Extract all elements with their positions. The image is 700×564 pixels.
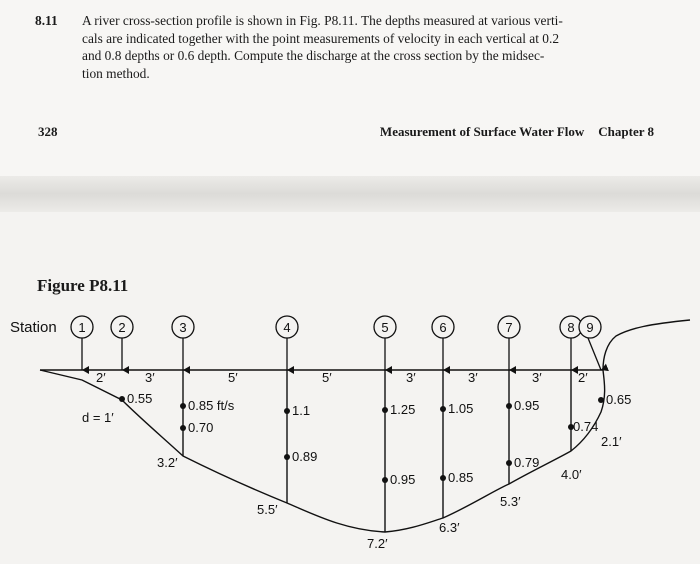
velocity-dot (180, 403, 186, 409)
station-arrow (588, 338, 601, 370)
station-marker (71, 316, 93, 370)
problem-line: A river cross-section profile is shown in Fig. P8.11. The depths measured at various verti- (82, 13, 563, 28)
running-head (380, 124, 654, 140)
station-number: 3 (179, 320, 187, 335)
velocity-label: 1.25 (390, 402, 416, 417)
velocity-label: 0.74 (573, 419, 599, 434)
velocity-label: 1.1 (292, 403, 311, 418)
station-number: 8 (567, 320, 575, 335)
page-number: 328 (38, 124, 58, 139)
velocity-label: 1.05 (448, 401, 474, 416)
chapter-label: Chapter 8 (598, 124, 654, 139)
velocity-label: 0.95 (390, 472, 416, 487)
velocity-dot (119, 396, 125, 402)
station-number: 7 (505, 320, 513, 335)
velocity-label: 0.65 (606, 392, 632, 407)
problem-number: 8.11 (35, 13, 58, 28)
velocity-dot (440, 475, 446, 481)
velocity-dot (382, 477, 388, 483)
spacing-label: 2′ (96, 370, 106, 385)
depth-labels (82, 410, 622, 551)
figure-title: Figure P8.11 (37, 276, 129, 295)
spacing-labels (96, 370, 588, 385)
river-cross-section-figure (0, 300, 700, 564)
velocity-dot (506, 460, 512, 466)
velocity-label: 0.70 (188, 420, 214, 435)
velocity-label: 0.79 (514, 455, 540, 470)
velocity-label: 0.89 (292, 449, 318, 464)
spacing-label: 3′ (406, 370, 416, 385)
spacing-label: 5′ (228, 370, 238, 385)
station-marker (432, 316, 454, 370)
depth-label: 3.2′ (157, 455, 178, 470)
velocity-dot (598, 397, 604, 403)
velocity-dot (506, 403, 512, 409)
problem-text (82, 12, 635, 82)
velocity-label: 0.55 (127, 391, 153, 406)
spacing-label: 3′ (532, 370, 542, 385)
spacing-label: 2′ (578, 370, 588, 385)
problem-line: cals are indicated together with the point measurements of velocity in each vertical at 0.2 (82, 30, 560, 46)
station-label: Station (10, 319, 57, 336)
spacing-label: 3′ (468, 370, 478, 385)
station-number: 9 (586, 320, 594, 335)
problem-statement (35, 12, 635, 82)
station-marker (498, 316, 520, 370)
depth-label: 6.3′ (439, 520, 460, 535)
depth-label: 7.2′ (367, 536, 388, 551)
station-number: 2 (118, 320, 126, 335)
velocity-dot (382, 407, 388, 413)
page-gap (0, 176, 700, 212)
problem-line: tion method. (82, 65, 150, 81)
spacing-label: 3′ (145, 370, 155, 385)
velocity-label: 0.85 ft/s (188, 398, 235, 413)
station-marker (374, 316, 396, 370)
velocity-dot (440, 406, 446, 412)
station-number: 5 (381, 320, 389, 335)
problem-line: and 0.8 depths or 0.6 depth. Compute the discharge at the cross section by the midsec- (82, 48, 545, 63)
station-number: 6 (439, 320, 447, 335)
velocity-dot (284, 408, 290, 414)
velocity-label: 0.95 (514, 398, 540, 413)
station-number: 1 (78, 320, 86, 335)
depth-label: 4.0′ (561, 467, 582, 482)
station-marker (560, 316, 582, 370)
depth-label: 2.1′ (601, 434, 622, 449)
depth-label: 5.5′ (257, 502, 278, 517)
depth-label: 5.3′ (500, 494, 521, 509)
station-marker (111, 316, 133, 370)
velocity-dot (284, 454, 290, 460)
velocity-points (119, 391, 631, 487)
velocity-label: 0.85 (448, 470, 474, 485)
running-title: Measurement of Surface Water Flow (379, 124, 585, 139)
station-markers (71, 316, 601, 370)
station-marker (579, 316, 601, 370)
station-number: 4 (283, 320, 291, 335)
station-marker (276, 316, 298, 370)
velocity-dot (180, 425, 186, 431)
station-marker (172, 316, 194, 370)
spacing-label: 5′ (322, 370, 332, 385)
depth-label: d = 1′ (82, 410, 114, 425)
